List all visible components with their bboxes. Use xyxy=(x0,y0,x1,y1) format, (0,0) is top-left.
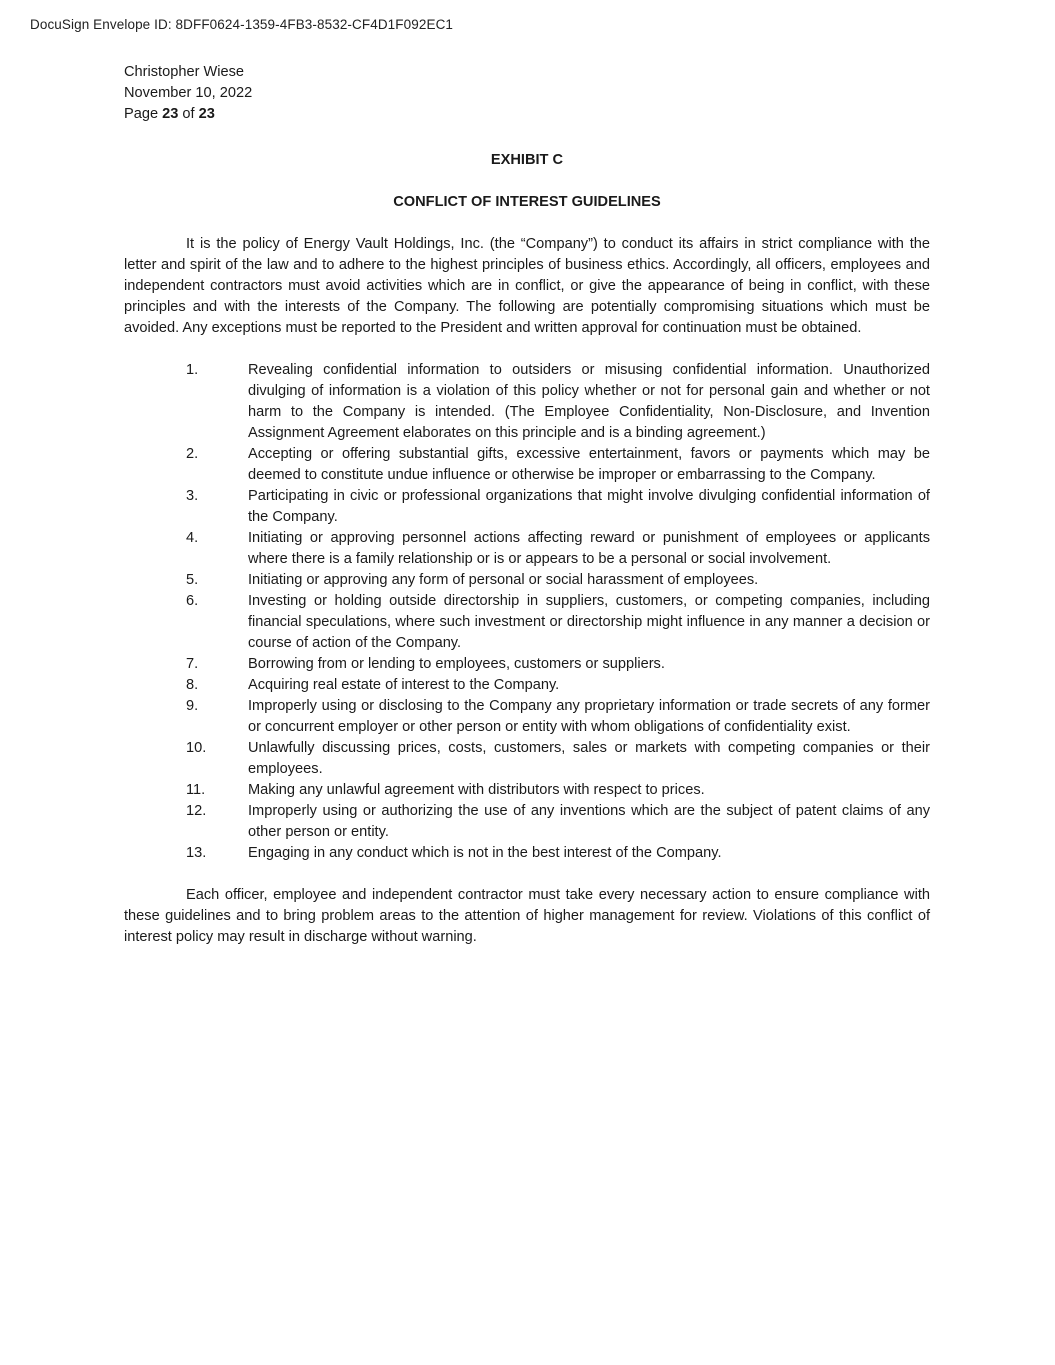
item-text: Borrowing from or lending to employees, customers or suppliers. xyxy=(248,656,665,672)
item-text: Unlawfully discussing prices, costs, customers, sales or markets with competing companies or their employees. xyxy=(248,740,930,777)
page-indicator xyxy=(124,104,930,125)
document-page xyxy=(124,62,930,948)
letter-header xyxy=(124,62,930,125)
list-item xyxy=(124,528,930,570)
item-number: 6. xyxy=(186,593,199,609)
item-number: 8. xyxy=(186,677,199,693)
list-item xyxy=(124,738,930,780)
page-of: of xyxy=(178,106,199,122)
letter-date: November 10, 2022 xyxy=(124,85,253,101)
intro-paragraph: It is the policy of Energy Vault Holdings, Inc. (the “Company”) to conduct its affairs in strict compliance with the letter and spirit of the law and to adhere to the highest principles of business ethics. Accordingly, all officers, employees and independent contractors must avoid activities which are in conflict, or give the appearance of being in conflict, with these principles and with the interests of the Company. The following are potentially compromising situations which must be avoided. Any exceptions must be reported to the President and written approval for continuation must be obtained. xyxy=(124,236,930,336)
list-item xyxy=(124,696,930,738)
list-item xyxy=(124,486,930,528)
item-number: 4. xyxy=(186,530,199,546)
item-text: Participating in civic or professional organizations that might involve divulging confidential information of the Company. xyxy=(248,488,930,525)
item-text: Initiating or approving any form of personal or social harassment of employees. xyxy=(248,572,759,588)
envelope-id: DocuSign Envelope ID: 8DFF0624-1359-4FB3-8532-CF4D1F092EC1 xyxy=(30,17,454,32)
page-total: 23 xyxy=(198,106,215,122)
list-item xyxy=(124,780,930,801)
guidelines-list xyxy=(124,360,930,864)
list-item xyxy=(124,360,930,444)
item-number: 5. xyxy=(186,572,199,588)
list-item xyxy=(124,444,930,486)
page-prefix: Page xyxy=(124,106,163,122)
item-number: 2. xyxy=(186,446,199,462)
item-text: Investing or holding outside directorship in suppliers, customers, or competing companies, including financial speculations, where such investment or directorship might influence in any manner a decision or course of action of the Company. xyxy=(248,593,930,651)
item-text: Accepting or offering substantial gifts, excessive entertainment, favors or payments which may be deemed to constitute undue influence or otherwise be improper or embarrassing to the Company. xyxy=(248,446,930,483)
item-number: 3. xyxy=(186,488,199,504)
item-number: 1. xyxy=(186,362,199,378)
item-text: Improperly using or authorizing the use of any inventions which are the subject of patent claims of any other person or entity. xyxy=(248,803,930,840)
section-title: CONFLICT OF INTEREST GUIDELINES xyxy=(393,194,661,210)
item-text: Making any unlawful agreement with distributors with respect to prices. xyxy=(248,782,705,798)
item-number: 7. xyxy=(186,656,199,672)
list-item xyxy=(124,591,930,654)
list-item xyxy=(124,570,930,591)
recipient-name: Christopher Wiese xyxy=(124,64,245,80)
exhibit-title: EXHIBIT C xyxy=(490,152,564,168)
item-number: 9. xyxy=(186,698,199,714)
item-number: 10. xyxy=(186,740,207,756)
item-number: 11. xyxy=(186,782,206,798)
closing-paragraph: Each officer, employee and independent contractor must take every necessary action to ensure compliance with these guidelines and to bring problem areas to the attention of higher management for review. Violations of this conflict of interest policy may result in discharge without warning. xyxy=(124,887,930,945)
item-number: 12. xyxy=(186,803,207,819)
item-text: Revealing confidential information to outsiders or misusing confidential information. Unauthorized divulging of information is a violation of this policy whether or not for personal gain and whether or not harm to the Company is intended. (The Employee Confidentiality, Non-Disclosure, and Invention Assignment Agreement elaborates on this principle and is a binding agreement.) xyxy=(248,362,930,441)
page-number: 23 xyxy=(162,106,179,122)
item-text: Improperly using or disclosing to the Company any proprietary information or trade secrets of any former or concurrent employer or other person or entity with whom obligations of confidentiality exist. xyxy=(248,698,930,735)
item-number: 13. xyxy=(186,845,207,861)
list-item xyxy=(124,654,930,675)
item-text: Engaging in any conduct which is not in the best interest of the Company. xyxy=(248,845,722,861)
list-item xyxy=(124,801,930,843)
list-item xyxy=(124,843,930,864)
item-text: Acquiring real estate of interest to the Company. xyxy=(248,677,560,693)
list-item xyxy=(124,675,930,696)
item-text: Initiating or approving personnel actions affecting reward or punishment of employees or applicants where there is a family relationship or is or appears to be a personal or social involvement. xyxy=(248,530,930,567)
